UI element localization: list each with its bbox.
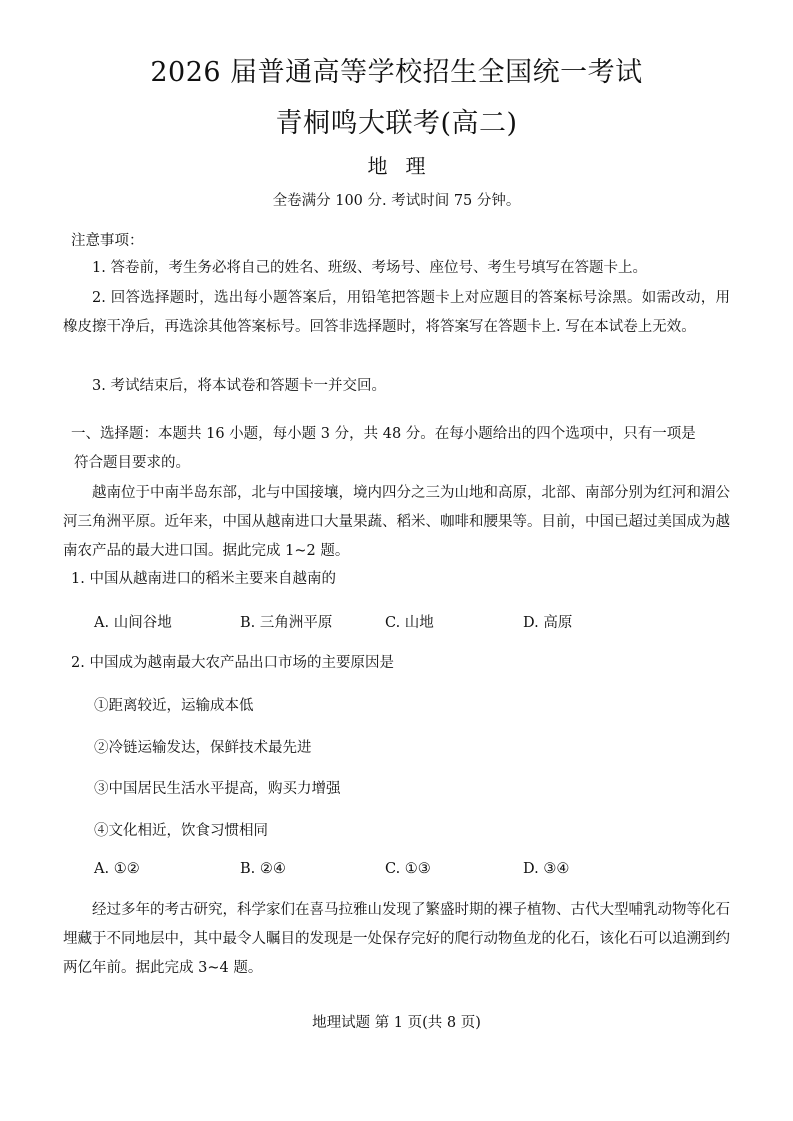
- notice-item-3: 3. 考试结束后，将本试卷和答题卡一并交回。: [92, 378, 386, 394]
- question-1-option-d: D. 高原: [523, 615, 573, 631]
- section-intro-line1: 一、选择题：本题共 16 小题，每小题 3 分，共 48 分。在每小题给出的四个选项中，只有一项是: [71, 426, 696, 442]
- subject-heading: 地理: [367, 154, 444, 178]
- notice-heading: 注意事项：: [71, 233, 144, 249]
- question-2-option-c: C. ①③: [385, 861, 431, 877]
- notice-item-1: 1. 答卷前，考生务必将自己的姓名、班级、考场号、座位号、考生号填写在答题卡上。: [92, 260, 647, 276]
- question-2-statement-2: ②冷链运输发达，保鲜技术最先进: [94, 740, 312, 756]
- notice-item-2: 2. 回答选择题时，选出每小题答案后，用铅笔把答题卡上对应题目的答案标号涂黑。如需改动，用橡皮擦干净后，再选涂其他答案标号。回答非选择题时，将答案写在答题卡上. 写在本试卷上无效。: [63, 290, 730, 335]
- question-1-stem: 1. 中国从越南进口的稻米主要来自越南的: [71, 571, 336, 587]
- material-himalaya: 经过多年的考古研究，科学家们在喜马拉雅山发现了繁盛时期的裸子植物、古代大型哺乳动物等化石埋藏于不同地层中，其中最令人瞩目的发现是一处保存完好的爬行动物鱼龙的化石，该化石可以追溯到约两亿年前。据此完成 3~4 题。: [63, 902, 730, 976]
- question-2-option-d: D. ③④: [523, 861, 570, 877]
- score-note: 全卷满分 100 分. 考试时间 75 分钟。: [272, 193, 521, 209]
- exam-subtitle: 青桐鸣大联考(高二): [275, 108, 518, 139]
- material-vietnam: 越南位于中南半岛东部，北与中国接壤，境内四分之三为山地和高原，北部、南部分别为红河和湄公河三角洲平原。近年来，中国从越南进口大量果蔬、稻米、咖啡和腰果等。目前，中国已超过美国成为越南农产品的最大进口国。据此完成 1~2 题。: [63, 485, 730, 559]
- exam-title: 2026 届普通高等学校招生全国统一考试: [150, 57, 643, 88]
- question-2-statement-4: ④文化相近，饮食习惯相同: [94, 823, 268, 839]
- section-intro-line2: 符合题目要求的。: [74, 455, 190, 471]
- question-1-option-a: A. 山间谷地: [94, 615, 172, 631]
- question-2-statement-3: ③中国居民生活水平提高，购买力增强: [94, 781, 341, 797]
- question-2-option-a: A. ①②: [94, 861, 140, 877]
- question-2-statement-1: ①距离较近，运输成本低: [94, 698, 254, 714]
- question-1-option-b: B. 三角洲平原: [240, 615, 333, 631]
- page-footer: 地理试题 第 1 页(共 8 页): [312, 1015, 481, 1031]
- question-2-stem: 2. 中国成为越南最大农产品出口市场的主要原因是: [71, 655, 394, 671]
- question-2-option-b: B. ②④: [240, 861, 286, 877]
- question-1-option-c: C. 山地: [385, 615, 434, 631]
